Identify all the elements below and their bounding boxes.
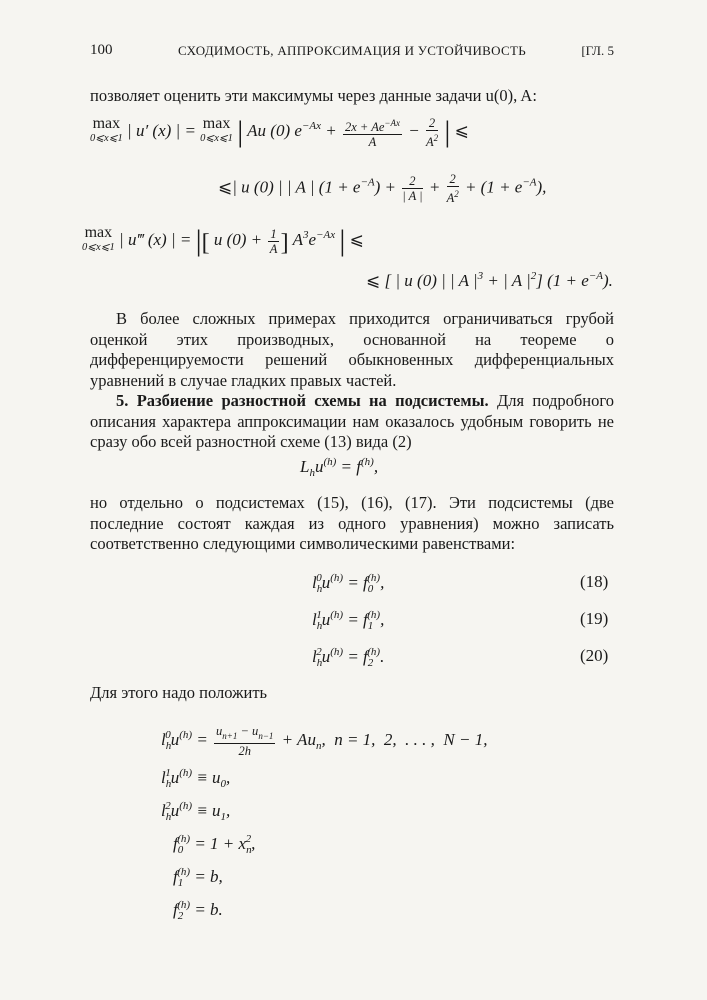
definition-f2: $f_2^{(h)} = b$. (173, 899, 223, 922)
section-5-text: Для подробного описания характера аппроксимации нам оказалось удобным говорить не сразу обо всей разностной схеме (13) вида (2) (90, 391, 614, 451)
paragraph-section-5 (90, 391, 614, 453)
running-header (90, 42, 614, 64)
definition-l0: $l_h^0u^{(h)}$ = $\frac{u_{n+1} - u_{n-1}}{2h}$ + $Au_n$, n = 1, 2, . . . , N − 1, (161, 724, 488, 758)
formula-max-u-prime: max 0⩽x⩽1 | u′ (x) | = max 0⩽x⩽1 | Au (0) $e^{-Ax}$ + $\frac{2x + Ae^{-Ax}}{A}$ − $\frac{2}{A^2}$ | ⩽ (90, 115, 469, 149)
equation-number-19: (19) (580, 609, 609, 628)
formula-20: $l_h^2u^{(h)} = f_2^{(h)}$. (312, 646, 385, 669)
page-number: 100 (90, 42, 113, 58)
paragraph-subsystems: но отдельно о подсистемах (15), (16), (17). Эти подсистемы (две последние состоят каждая из одного уравнения) можно записать соответственно следующими символическими равенствами: (90, 493, 614, 553)
equation-number-20: (20) (580, 646, 609, 665)
formula-18: $l_h^0u^{(h)} = f_0^{(h)}$, (312, 572, 385, 595)
running-title: СХОДИМОСТЬ, АППРОКСИМАЦИЯ И УСТОЙЧИВОСТЬ (178, 43, 526, 58)
formula-max-u-prime-bound: ⩽| u (0) | | A | $(1 + e^{-A})$ + $\frac{2}{| A |}$ + $\frac{2}{A^2}$ + $(1 + e^{-A})$, (218, 172, 547, 205)
definition-f0: $f_0^{(h)} = 1 + x_n^2$, (173, 833, 256, 856)
section-heading: 5. Разбиение разностной схемы на подсистемы. (116, 391, 489, 410)
definition-f1: $f_1^{(h)} = b$, (173, 866, 223, 889)
formula-max-u-third: max 0⩽x⩽1 | u‴ (x) | = |[ u (0) + $\frac{1}{A}$ ] $A^3e^{-Ax}$ | ⩽ (82, 224, 364, 257)
equation-number-18: (18) (580, 572, 609, 591)
definition-l2: $l_h^2u^{(h)} \equiv u_1$, (161, 800, 231, 823)
paragraph-intro: позволяет оценить эти максимумы через данные задачи u(0), A: (90, 86, 537, 105)
paragraph-smooth-estimate-text: В более сложных примерах приходится ограничиваться грубой оценкой этих производных, основанной на теореме о дифференцируемости решений обыкновенных дифференциальных уравнений в случае гладких правых частей. (90, 309, 614, 390)
paragraph-definitions-intro: Для этого надо положить (90, 683, 268, 702)
formula-19: $l_h^1u^{(h)} = f_1^{(h)}$, (312, 609, 385, 632)
formula-max-u-third-bound: ⩽ [ | u (0) | | A $|^3$ + | A $|^2$] $(1 + e^{-A})$. (366, 270, 613, 290)
definition-l1: $l_h^1u^{(h)} \equiv u_0$, (161, 767, 231, 790)
paragraph-smooth-estimate (90, 309, 614, 391)
formula-scheme: $L_hu^{(h)} = f^{(h)}$, (300, 456, 379, 479)
chapter-label: [ГЛ. 5 (581, 43, 614, 58)
